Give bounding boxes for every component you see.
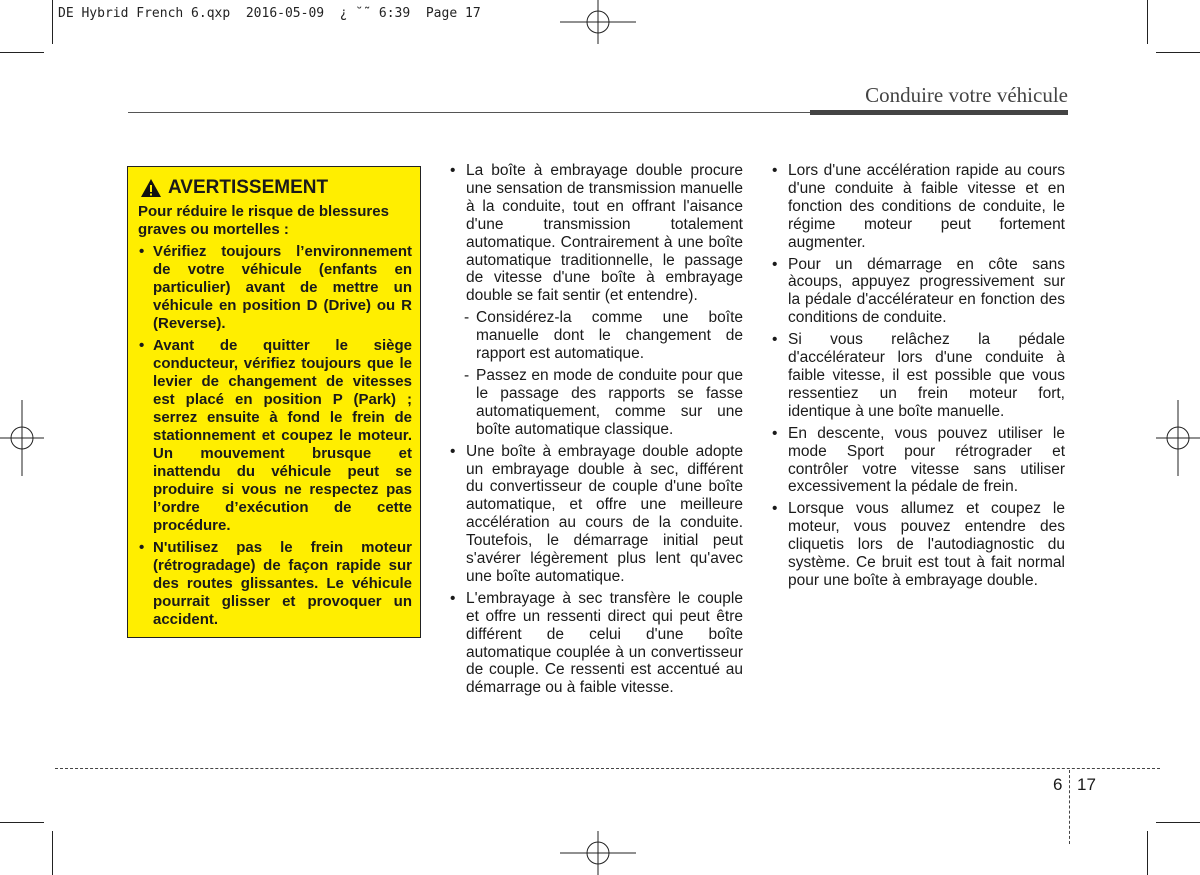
warning-triangle-icon <box>140 178 162 198</box>
page-header-title: Conduire votre véhicule <box>865 83 1068 107</box>
warning-intro: Pour réduire le risque de blessures graves ou mortelles : <box>138 203 389 238</box>
paragraph: Considérez-la comme une boîte manuelle dont le changement de rapport est automatique. <box>476 309 743 363</box>
warning-item: • Vérifiez toujours l’environnement de votre véhicule (enfants en particulier) avant de mettre un véhicule en position D (Drive) ou R (Reverse). <box>138 243 412 333</box>
registration-mark-left <box>0 400 44 476</box>
crop-mark <box>1156 52 1200 53</box>
list-item: • Lorsque vous allumez et coupez le moteur, vous pouvez entendre des cliquetis lors de l'autodiagnostic du système. Ce bruit est tout à fait normal pour une boîte à embrayage double. <box>772 500 1065 589</box>
list-item: • Si vous relâchez la pédale d'accélérateur lors d'une conduite à faible vitesse, il est possible que vous ressentiez un frein moteur fort, identique à une boîte manuelle. <box>772 331 1065 420</box>
paragraph: Lors d'une accélération rapide au cours d'une conduite à faible vitesse et en fonction des conditions de conduite, le régime moteur peut fortement augmenter. <box>788 162 1065 251</box>
print-slug: DE Hybrid French 6.qxp 2016-05-09 ¿ ˘˜ 6:39 Page 17 <box>58 6 481 21</box>
list-item: • Une boîte à embrayage double adopte un embrayage double à sec, différent du convertisseur de couple d'une boîte automatique, et offre une meilleure accélération au cours de la conduite. Toutefois, le démarrage initial peut s'avérer légèrement plus lent qu'avec une boîte automatique. <box>450 442 743 585</box>
crop-mark <box>52 831 53 875</box>
list-subitem: - Considérez-la comme une boîte manuelle dont le changement de rapport est automatique. <box>464 309 743 363</box>
page-number: 17 <box>1077 775 1096 794</box>
list-item: • L'embrayage à sec transfère le couple et offre un ressenti direct qui peut être différent de celui d'une boîte automatique couplée à un convertisseur de couple. Ce ressenti est accentué au démarrage ou à faible vitesse. <box>450 589 743 697</box>
warning-item: • Avant de quitter le siège conducteur, vérifiez toujours que le levier de changement de vitesses est placé en position P (Park) ; serrez ensuite à fond le frein de stationnement et coupez le moteur. Un mouvement brusque et inattendu du véhicule peut se produire si vous ne respectez pas l’ordre d’exécution de cette procédure. <box>138 337 412 535</box>
warning-box <box>127 166 421 638</box>
crop-mark <box>0 52 44 53</box>
text-column-middle <box>448 162 743 701</box>
footer-rule <box>55 768 1160 769</box>
warning-heading <box>140 177 412 199</box>
list-item: • Lors d'une accélération rapide au cours d'une conduite à faible vitesse et en fonction des conditions de conduite, le régime moteur peut fortement augmenter. <box>772 162 1065 251</box>
page-number-divider <box>1069 770 1070 844</box>
paragraph: En descente, vous pouvez utiliser le mode Sport pour rétrograder et contrôler votre vitesse sans utiliser excessivement la pédale de frein. <box>788 424 1065 496</box>
paragraph: Si vous relâchez la pédale d'accélérateur lors d'une conduite à faible vitesse, il est possible que vous ressentiez un frein moteur fort, identique à une boîte manuelle. <box>788 331 1065 420</box>
warning-item: • N'utilisez pas le frein moteur (rétrogradage) de façon rapide sur des routes glissantes. Le véhicule pourrait glisser et provoquer un accident. <box>138 539 412 629</box>
paragraph: Lorsque vous allumez et coupez le moteur, vous pouvez entendre des cliquetis lors de l'autodiagnostic du système. Ce bruit est tout à fait normal pour une boîte à embrayage double. <box>788 500 1065 589</box>
list-subitem: - Passez en mode de conduite pour que le passage des rapports se fasse automatiquement, comme sur une boîte automatique classique. <box>464 366 743 438</box>
header-rule-accent <box>810 110 1068 115</box>
list-item: • La boîte à embrayage double procure une sensation de transmission manuelle à la conduite, tout en offrant l'aisance d'une transmission totalement automatique. Contrairement à une boîte automatique traditionnelle, le passage de vitesse d'une boîte à embrayage double se fait sentir (et entendre). <box>450 162 743 305</box>
warning-list <box>138 243 412 629</box>
list-item: • En descente, vous pouvez utiliser le mode Sport pour rétrograder et contrôler votre vitesse sans utiliser excessivement la pédale de frein. <box>772 424 1065 496</box>
crop-mark <box>1156 822 1200 823</box>
paragraph: La boîte à embrayage double procure une sensation de transmission manuelle à la conduite, tout en offrant l'aisance d'une transmission totalement automatique. Contrairement à une boîte automatique traditionnelle, le passage de vitesse d'une boîte à embrayage double se fait sentir (et entendre). <box>466 162 743 305</box>
crop-mark <box>1147 831 1148 875</box>
paragraph: Pour un démarrage en côte sans àcoups, appuyez progressivement sur la pédale d'accélérateur en fonction des conditions de conduite. <box>788 255 1065 327</box>
registration-mark-top <box>560 0 636 44</box>
crop-mark <box>1147 0 1148 44</box>
list-item: • Pour un démarrage en côte sans àcoups, appuyez progressivement sur la pédale d'accélérateur en fonction des conditions de conduite. <box>772 255 1065 327</box>
paragraph: Une boîte à embrayage double adopte un embrayage double à sec, différent du convertisseur de couple d'une boîte automatique, et offre une meilleure accélération au cours de la conduite. Toutefois, le démarrage initial peut s'avérer légèrement plus lent qu'avec une boîte automatique. <box>466 442 743 585</box>
warning-title: AVERTISSEMENT <box>168 177 329 198</box>
registration-mark-right <box>1156 400 1200 476</box>
section-number: 6 <box>1053 775 1063 794</box>
registration-mark-bottom <box>560 831 636 875</box>
crop-mark <box>0 822 44 823</box>
paragraph: L'embrayage à sec transfère le couple et offre un ressenti direct qui peut être différent de celui d'une boîte automatique couplée à un convertisseur de couple. Ce ressenti est accentué au démarrage ou à faible vitesse. <box>466 589 743 697</box>
header-rule <box>128 112 810 113</box>
paragraph: Passez en mode de conduite pour que le passage des rapports se fasse automatiquement, comme sur une boîte automatique classique. <box>476 366 743 438</box>
crop-mark <box>52 0 53 44</box>
text-column-right <box>770 162 1065 594</box>
